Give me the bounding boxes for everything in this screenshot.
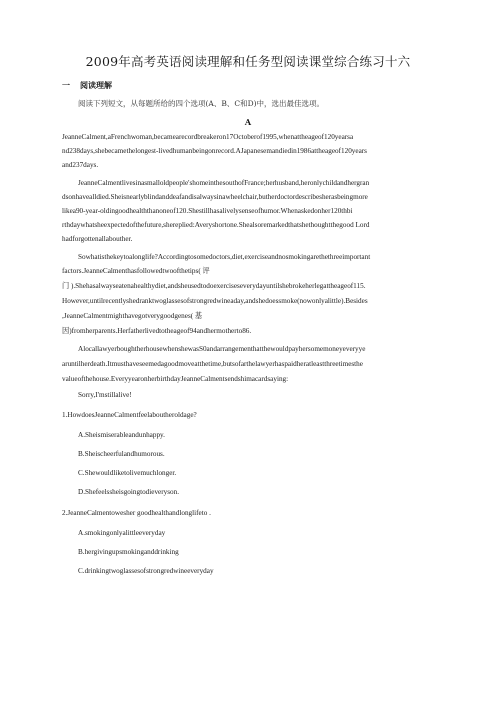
text-line: hadforgottenallabouther. xyxy=(62,235,133,243)
option-b: B.hergivingupsmokinganddrinking xyxy=(78,548,179,556)
instructions: 阅读下列短文，从每题所给的四个选项(A、B、C和D)中，选出最佳选项。 xyxy=(78,99,325,108)
section-heading xyxy=(62,80,122,91)
option-a: A.Sheismiserableandunhappy. xyxy=(78,431,165,439)
option-d: D.Shefeelssheisgoingtodieveryson. xyxy=(78,488,180,496)
text-line: However,untilrecentlyshedranktwoglassesofstrongredwineaday,andshedoessmoke(nowonlyalittle).Besides xyxy=(62,297,368,305)
text-line: dsonhavealldied.Sheisnearlyblindanddeafandisalwaysinawheelchair,butherdoctordescribesherasbeingmore xyxy=(62,193,368,201)
passage-label: A xyxy=(244,117,252,127)
text-line: Sowhatisthekeytoalonglife?Accordingtosomedoctors,diet,exerciseandnosmokingarethethreeimportant xyxy=(78,253,371,261)
text-line: factors.JeanneCalmenthasfollowedtwoofthetips( 评 xyxy=(62,267,210,275)
text-line: likea90-year-oldingoodhealththanoneof120.Shestillhasalivelysenseofhumor.Whenaskedonher120thbi xyxy=(62,207,353,215)
document-title: 2009年高考英语阅读理解和任务型阅读课堂综合练习十六 xyxy=(85,54,411,69)
text-line: valueofthehouse.EveryyearonherbirthdayJeanneCalmentsendshimacardsaying: xyxy=(62,375,289,383)
text-line: rthdaywhatsheexpectedofthefuture,shereplied:Averyshortone.Shealsoremarkedthatshethoughtthegood Lord xyxy=(62,221,370,229)
text-line: 因)fromherparents.Herfatherlivedtotheageof94andhermotherto86. xyxy=(62,327,252,335)
section-number: 一 xyxy=(62,80,70,90)
text-line: AlocallawyerboughtherhousewhenshewasS0andarrangementhatthewouldpayhersomemoneyeveryye xyxy=(78,345,366,353)
text-line: Sorry,I'mstillalive! xyxy=(78,391,132,399)
question-1: 1.HowdoesJeanneCalmentfeelaboutheroldage? xyxy=(62,411,197,419)
text-line: JeanneCalmentlivesinasmalloldpeople'shomeinthesouthofFrance;herhusband,heronlychildandhergran xyxy=(78,179,370,187)
text-line: aruntilherdeath.Itmusthaveseemedagoodmoveatthetime,butsofarthelawyerhaspaidheratleastthreetimesthe xyxy=(62,360,363,368)
text-line: JeanneCalment,aFrenchwoman,becamearecordbreakeron17Octoberof1995,whenattheageof120yearsa xyxy=(62,133,354,141)
option-b: B.Sheischeerfulandhumorous. xyxy=(78,450,165,458)
text-line: nd238days,shebecamethelongest-livedhumanbeingonrecord.AJapanesemandiedin1986attheageof120years xyxy=(62,147,367,155)
text-line: and237days. xyxy=(62,161,99,169)
text-line: ,JeanneCalmentmighthavegotverygoodgenes( 基 xyxy=(62,312,203,320)
option-c: C.drinkingtwoglassesofstrongredwineeveryday xyxy=(78,567,214,575)
text-line: 门 ).Shehasalwayseatenahealthydiet,andsheusedtodoexerciseseverydayuntilshebrokeherlegattheageof115. xyxy=(62,282,366,290)
option-c: C.Shewouldliketolivemuchlonger. xyxy=(78,469,177,477)
question-2: 2.JeanneCalmentowesher goodhealthandlonglifeto . xyxy=(62,509,211,517)
section-label: 阅读理解 xyxy=(80,80,112,90)
option-a: A.smokingonlyalittleeveryday xyxy=(78,529,166,537)
